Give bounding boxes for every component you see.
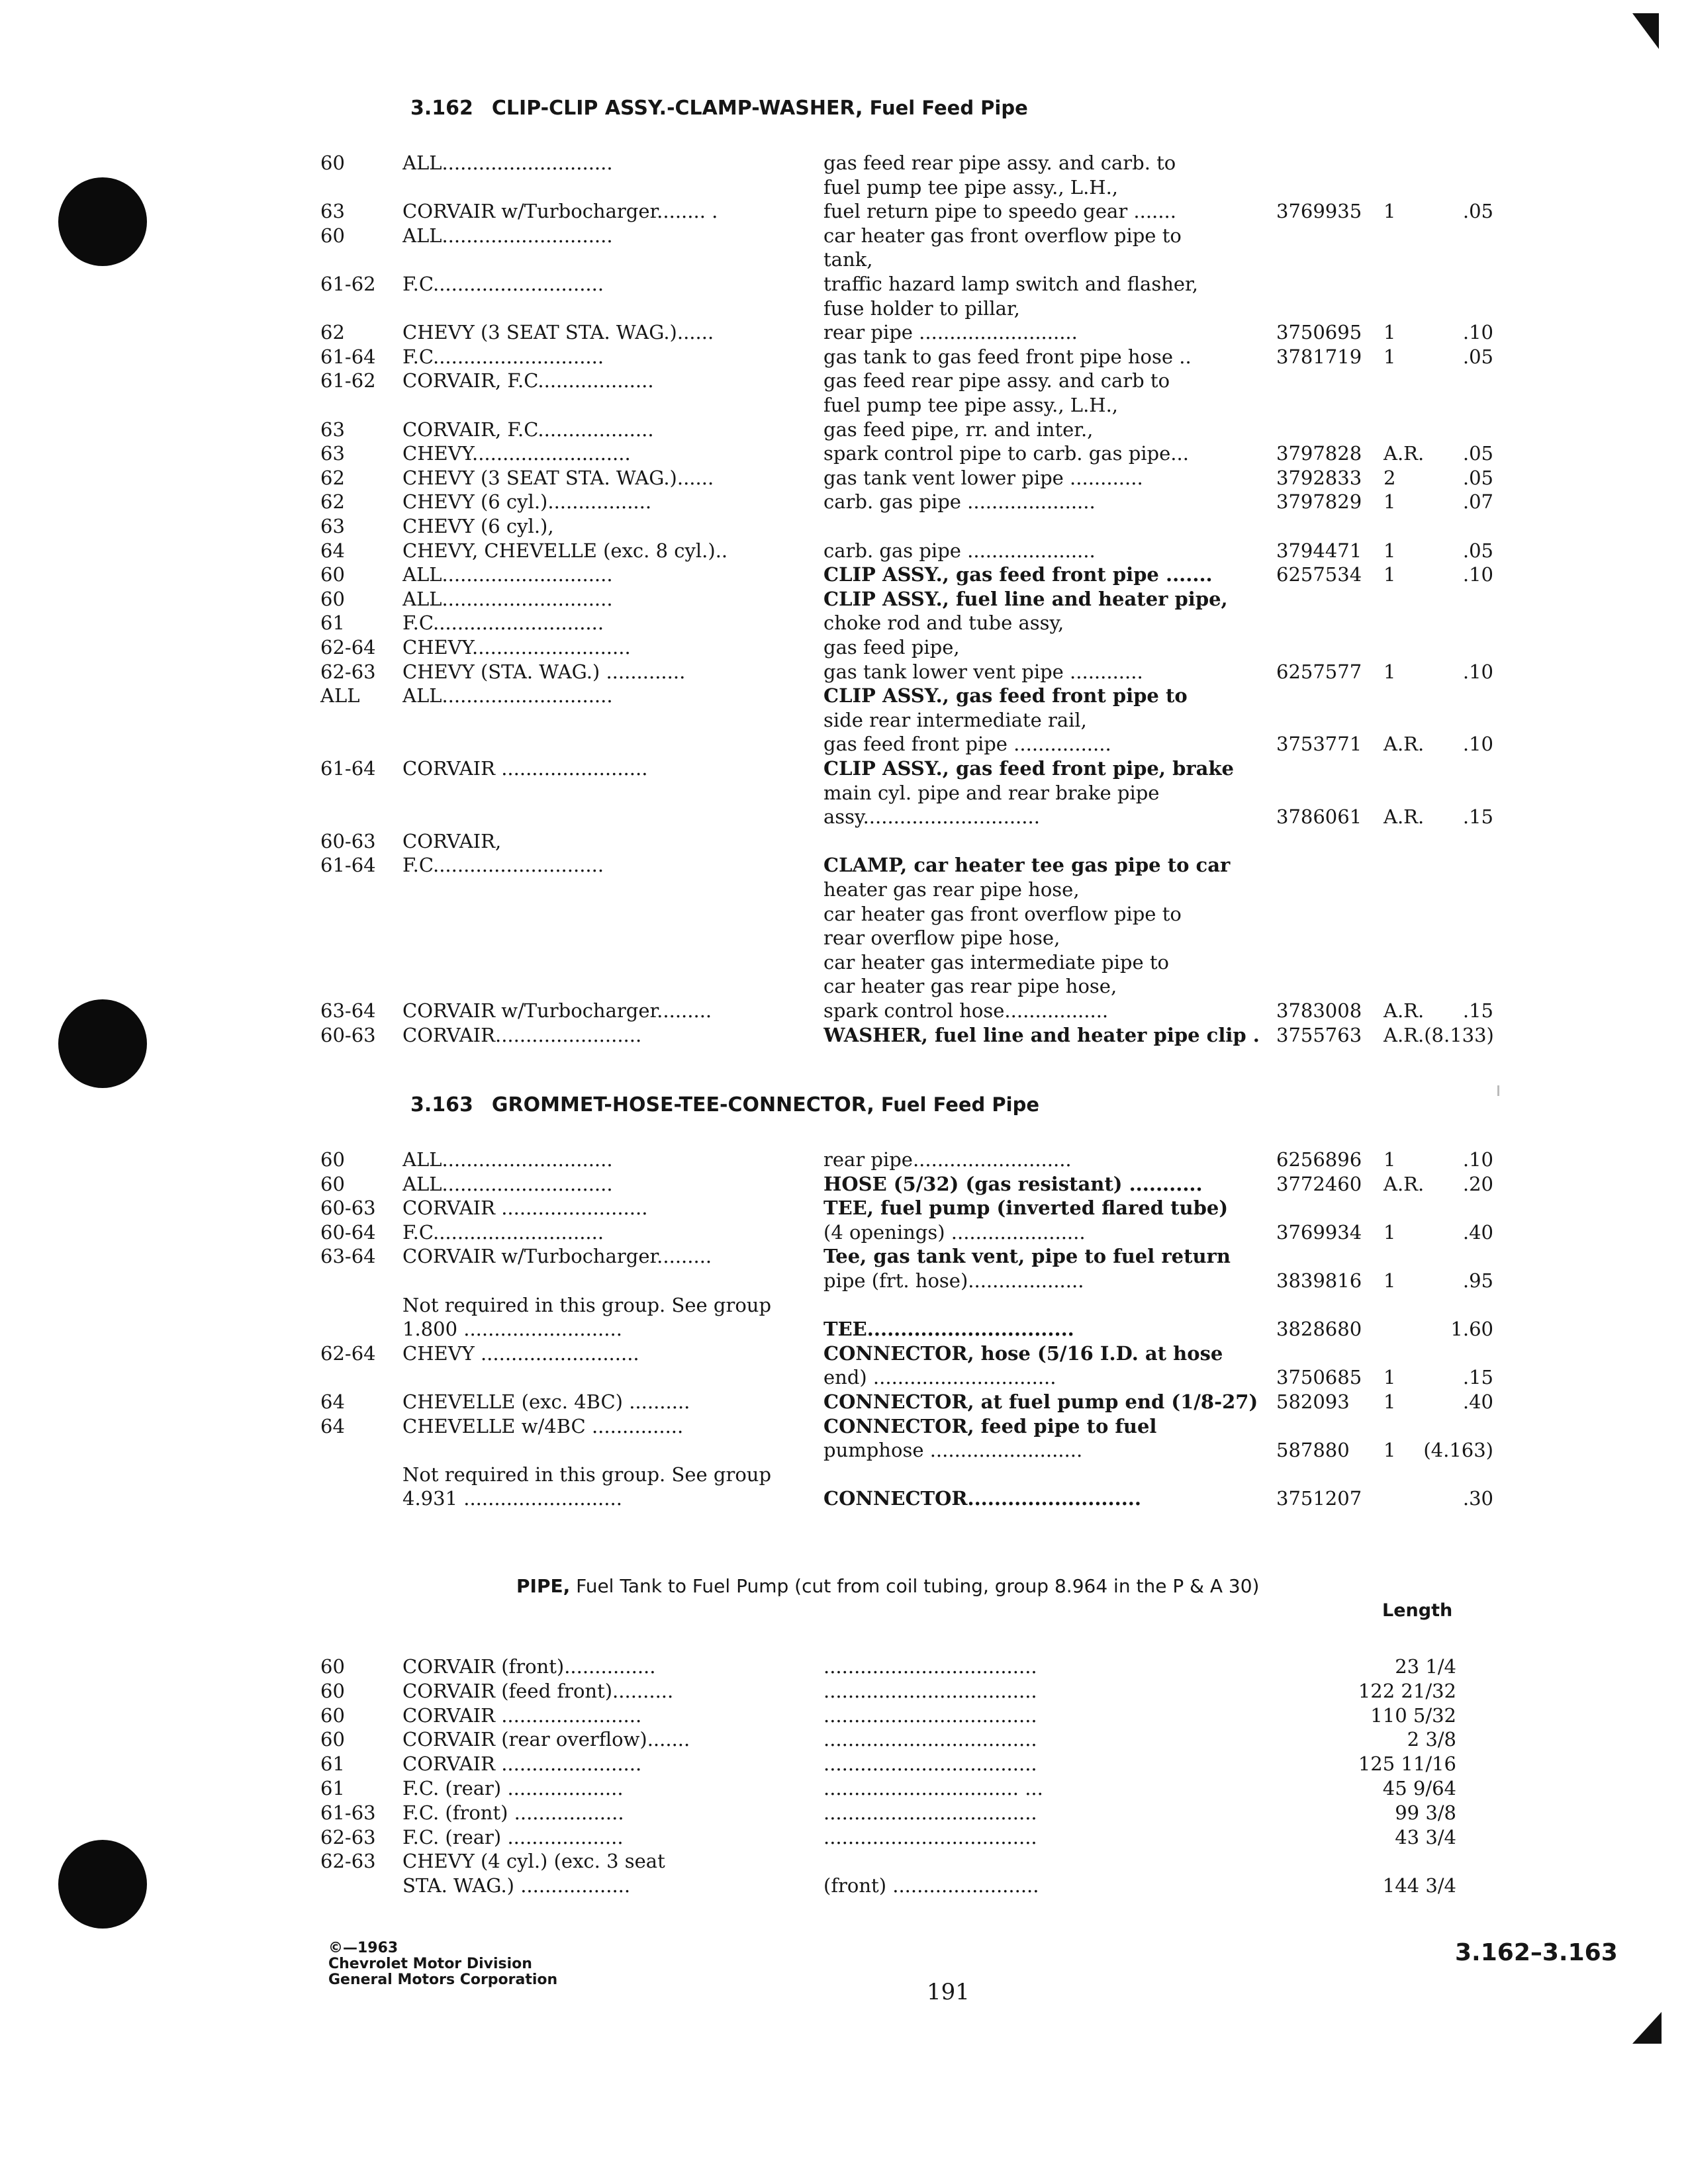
model-cell: ALL............................: [402, 224, 613, 247]
year-cell: 60: [320, 152, 345, 174]
description-cell: (front) ........................: [823, 1874, 1039, 1897]
description-cell: CLIP ASSY., gas feed front pipe .......: [823, 563, 1213, 586]
description-cell: car heater gas intermediate pipe to: [823, 950, 1169, 974]
description-cell: rear overflow pipe hose,: [823, 927, 1060, 950]
quantity-cell: 1: [1383, 490, 1396, 514]
model-cell: CORVAIR .......................: [402, 1704, 642, 1727]
model-cell: ALL............................: [402, 684, 613, 707]
description-cell: ................................ ...: [823, 1777, 1043, 1799]
labor-cell-value: .10: [1462, 321, 1493, 344]
table-row: [0, 369, 1688, 392]
model-cell: CORVAIR,: [402, 829, 502, 852]
description-cell: ...................................: [823, 1825, 1037, 1848]
description-cell: gas feed pipe, rr. and inter.,: [823, 418, 1094, 441]
table-row: [0, 418, 1688, 441]
year-cell: 62-64: [320, 636, 376, 659]
model-cell: CHEVY (3 SEAT STA. WAG.)......: [402, 466, 714, 489]
part-number-cell: 3797828: [1276, 442, 1362, 465]
year-cell: 62-63: [320, 1850, 376, 1873]
description-cell: fuse holder to pillar,: [823, 296, 1020, 320]
model-cell: F.C............................: [402, 612, 604, 635]
table-row: [0, 781, 1688, 805]
description-cell: choke rod and tube assy,: [823, 612, 1064, 635]
length-column-header: Length: [1382, 1600, 1453, 1621]
description-cell: fuel pump tee pipe assy., L.H.,: [823, 394, 1119, 416]
description-cell: CONNECTOR..........................: [823, 1487, 1141, 1510]
table-row: [0, 1172, 1688, 1196]
length-cell-value: 122 21/32: [1358, 1679, 1456, 1702]
table-row: [0, 1317, 1688, 1341]
table-row: [0, 611, 1688, 635]
description-cell: pipe (frt. hose)...................: [823, 1269, 1084, 1292]
year-cell: 60: [320, 1728, 345, 1751]
quantity-cell: 1: [1383, 200, 1396, 223]
description-cell: spark control pipe to carb. gas pipe...: [823, 442, 1189, 465]
model-cell: CHEVY (6 cyl.).................: [402, 490, 652, 514]
part-number-cell: 3781719: [1276, 345, 1362, 368]
quantity-cell: 1: [1383, 1390, 1396, 1413]
model-cell: CHEVY (4 cyl.) (exc. 3 seat: [402, 1850, 665, 1873]
year-cell: 63: [320, 418, 345, 441]
year-cell: 62: [320, 321, 345, 344]
table-row: [0, 1679, 1688, 1703]
model-cell: ALL............................: [402, 563, 613, 586]
table-row: [0, 1727, 1688, 1751]
model-cell: CORVAIR (front)...............: [402, 1655, 656, 1678]
year-cell: 62: [320, 466, 345, 489]
year-cell: 60: [320, 224, 345, 247]
year-cell: 61: [320, 612, 345, 635]
quantity-cell: A.R.: [1383, 1172, 1425, 1195]
labor-cell-value: .30: [1462, 1487, 1493, 1510]
description-cell: (4 openings) ......................: [823, 1220, 1086, 1244]
length-cell-value: 43 3/4: [1395, 1825, 1456, 1848]
model-cell: Not required in this group. See group: [402, 1463, 772, 1486]
year-cell: 60-63: [320, 829, 376, 852]
pipe-heading-rest: Fuel Tank to Fuel Pump (cut from coil tubing, group 8.964 in the P & A 30): [570, 1575, 1260, 1597]
labor-cell-value: .05: [1462, 345, 1493, 368]
year-cell: 61-64: [320, 345, 376, 368]
table-row: [0, 151, 1688, 175]
length-cell-value: 2 3/8: [1407, 1728, 1456, 1751]
quantity-cell: 1: [1383, 1439, 1396, 1462]
table-row: [0, 1293, 1688, 1317]
part-number-cell: 3755763: [1276, 1023, 1362, 1046]
description-cell: fuel pump tee pipe assy., L.H.,: [823, 175, 1119, 199]
quantity-cell: A.R.: [1383, 442, 1425, 465]
year-cell: 63-64: [320, 1245, 376, 1268]
table-row: [0, 1414, 1688, 1438]
model-cell: CORVAIR ........................: [402, 1197, 648, 1220]
table-row: [0, 1196, 1688, 1220]
model-cell: CHEVELLE (exc. 4BC) ..........: [402, 1390, 690, 1413]
model-cell: 1.800 ..........................: [402, 1318, 622, 1341]
model-cell: CHEVY..........................: [402, 636, 631, 659]
table-row: [0, 1704, 1688, 1727]
part-number-cell: 6256896: [1276, 1148, 1362, 1171]
quantity-cell: 1: [1383, 321, 1396, 344]
section-subtitle: Fuel Feed Pipe: [874, 1093, 1040, 1116]
corner-mark-bottom-right: [1632, 2012, 1662, 2044]
footer-credits: [328, 1940, 557, 1988]
description-cell: ...................................: [823, 1752, 1037, 1776]
description-cell: gas feed rear pipe assy. and carb to: [823, 369, 1170, 392]
table-row: [0, 441, 1688, 465]
description-cell: car heater gas front overflow pipe to: [823, 224, 1182, 247]
table-row: [0, 1776, 1688, 1800]
length-cell-value: 144 3/4: [1382, 1874, 1456, 1897]
length-cell-value: 99 3/8: [1395, 1801, 1456, 1824]
section-heading-3162: [410, 97, 1028, 120]
quantity-cell: 1: [1383, 345, 1396, 368]
description-cell: tank,: [823, 248, 873, 271]
model-cell: CORVAIR ........................: [402, 757, 648, 780]
description-cell: side rear intermediate rail,: [823, 708, 1087, 731]
description-cell: CONNECTOR, at fuel pump end (1/8-27): [823, 1390, 1258, 1413]
model-cell: Not required in this group. See group: [402, 1293, 772, 1316]
section-title: CLIP-CLIP ASSY.-CLAMP-WASHER,: [491, 97, 863, 120]
labor-cell-value: .15: [1462, 1366, 1493, 1389]
table-row: [0, 248, 1688, 271]
labor-cell-value: .40: [1462, 1220, 1493, 1244]
pipe-heading-bold: PIPE,: [516, 1575, 571, 1597]
description-cell: ...................................: [823, 1704, 1037, 1727]
table-row: [0, 1849, 1688, 1873]
pipe-heading: [516, 1575, 1259, 1597]
description-cell: WASHER, fuel line and heater pipe clip .: [823, 1023, 1260, 1046]
labor-cell-value: .10: [1462, 1148, 1493, 1171]
quantity-cell: 1: [1383, 563, 1396, 586]
description-cell: CLIP ASSY., gas feed front pipe to: [823, 684, 1188, 707]
description-cell: fuel return pipe to speedo gear .......: [823, 200, 1176, 223]
model-cell: CORVAIR w/Turbocharger.........: [402, 1245, 712, 1268]
section-subtitle: Fuel Feed Pipe: [863, 97, 1028, 119]
description-cell: main cyl. pipe and rear brake pipe: [823, 781, 1160, 804]
table-row: [0, 1269, 1688, 1293]
section-range: 3.162–3.163: [1455, 1939, 1618, 1966]
model-cell: F.C. (front) ..................: [402, 1801, 624, 1824]
description-cell: rear pipe..........................: [823, 1148, 1072, 1171]
year-cell: 61-62: [320, 273, 376, 295]
model-cell: F.C............................: [402, 1220, 604, 1244]
description-cell: Tee, gas tank vent, pipe to fuel return: [823, 1245, 1231, 1268]
year-cell: 60: [320, 1172, 345, 1195]
table-row: [0, 756, 1688, 780]
division-line: Chevrolet Motor Division: [328, 1956, 532, 1972]
part-number-cell: 3783008: [1276, 999, 1362, 1022]
labor-cell-value: .07: [1462, 490, 1493, 514]
model-cell: ALL............................: [402, 152, 613, 174]
table-row: [0, 1148, 1688, 1171]
table-row: [0, 514, 1688, 538]
model-cell: CHEVY..........................: [402, 442, 631, 465]
year-cell: 62: [320, 490, 345, 514]
model-cell: CORVAIR, F.C...................: [402, 369, 654, 392]
model-cell: CORVAIR........................: [402, 1023, 642, 1046]
part-number-cell: 3750695: [1276, 321, 1362, 344]
year-cell: 61-63: [320, 1801, 376, 1824]
description-cell: end) ..............................: [823, 1366, 1056, 1389]
model-cell: CHEVY, CHEVELLE (exc. 8 cyl.)..: [402, 539, 728, 562]
table-row: [0, 224, 1688, 248]
model-cell: CHEVY (3 SEAT STA. WAG.)......: [402, 321, 714, 344]
labor-cell-value: .10: [1462, 660, 1493, 683]
year-cell: 64: [320, 1414, 345, 1437]
description-cell: TEE...............................: [823, 1318, 1074, 1341]
table-row: [0, 1801, 1688, 1825]
table-row: [0, 199, 1688, 223]
table-row: [0, 950, 1688, 974]
year-cell: 61-64: [320, 757, 376, 780]
table-row: [0, 587, 1688, 611]
description-cell: CONNECTOR, hose (5/16 I.D. at hose: [823, 1342, 1223, 1365]
model-cell: CHEVY (STA. WAG.) .............: [402, 660, 686, 683]
table-row: [0, 732, 1688, 756]
description-cell: car heater gas rear pipe hose,: [823, 975, 1117, 998]
description-cell: heater gas rear pipe hose,: [823, 878, 1080, 901]
model-cell: 4.931 ..........................: [402, 1487, 622, 1510]
description-cell: TEE, fuel pump (inverted flared tube): [823, 1197, 1229, 1220]
table-row: [0, 635, 1688, 659]
model-cell: CHEVELLE w/4BC ...............: [402, 1414, 684, 1437]
description-cell: gas tank vent lower pipe ............: [823, 466, 1143, 489]
length-cell-value: 23 1/4: [1395, 1655, 1456, 1678]
year-cell: 62-64: [320, 1342, 376, 1365]
corner-mark-top-right: [1632, 13, 1659, 49]
year-cell: 62-63: [320, 1825, 376, 1848]
table-row: [0, 926, 1688, 950]
model-cell: CORVAIR, F.C...................: [402, 418, 654, 441]
description-cell: pumphose .........................: [823, 1439, 1083, 1462]
labor-cell-value: .40: [1462, 1390, 1493, 1413]
quantity-cell: 1: [1383, 1148, 1396, 1171]
table-row: [0, 345, 1688, 369]
table-row: [0, 853, 1688, 877]
labor-cell-value: .15: [1462, 999, 1493, 1022]
description-cell: gas feed front pipe ................: [823, 733, 1111, 756]
year-cell: 60: [320, 1655, 345, 1678]
table-row: [0, 708, 1688, 732]
length-cell-value: 110 5/32: [1370, 1704, 1456, 1727]
model-cell: CORVAIR .......................: [402, 1752, 642, 1776]
table-row: [0, 1874, 1688, 1897]
year-cell: ALL: [320, 684, 360, 707]
labor-cell-value: .05: [1462, 466, 1493, 489]
labor-cell-value: .05: [1462, 200, 1493, 223]
year-cell: 61: [320, 1752, 345, 1776]
quantity-cell: A.R.(8.133): [1383, 1023, 1494, 1046]
part-number-cell: 3769934: [1276, 1220, 1362, 1244]
year-cell: 63-64: [320, 999, 376, 1022]
labor-cell-value: .05: [1462, 442, 1493, 465]
table-row: [0, 974, 1688, 998]
table-row: [0, 902, 1688, 926]
part-number-cell: 3769935: [1276, 200, 1362, 223]
part-number-cell: 6257577: [1276, 660, 1362, 683]
description-cell: assy.............................: [823, 805, 1040, 829]
description-cell: ...................................: [823, 1679, 1037, 1702]
page-number: 191: [927, 1979, 970, 2005]
labor-cell-value: 1.60: [1450, 1318, 1493, 1341]
description-cell: ...................................: [823, 1728, 1037, 1751]
table-row: [0, 684, 1688, 707]
year-cell: 60-63: [320, 1197, 376, 1220]
description-cell: HOSE (5/32) (gas resistant) ...........: [823, 1172, 1203, 1195]
table-row: [0, 1752, 1688, 1776]
year-cell: 60: [320, 587, 345, 610]
table-row: [0, 1463, 1688, 1486]
table-row: [0, 175, 1688, 199]
description-cell: ...................................: [823, 1801, 1037, 1824]
year-cell: 61: [320, 1777, 345, 1799]
section-heading-3163: [410, 1093, 1039, 1116]
part-number-cell: 3792833: [1276, 466, 1362, 489]
year-cell: 61-64: [320, 854, 376, 877]
labor-cell-value: .10: [1462, 563, 1493, 586]
part-number-cell: 3786061: [1276, 805, 1362, 829]
year-cell: 60: [320, 1148, 345, 1171]
part-number-cell: 6257534: [1276, 563, 1362, 586]
part-number-cell: 3753771: [1276, 733, 1362, 756]
table-row: [0, 320, 1688, 344]
model-cell: CORVAIR (feed front)..........: [402, 1679, 674, 1702]
part-number-cell: 587880: [1276, 1439, 1350, 1462]
year-cell: 62-63: [320, 660, 376, 683]
labor-cell-value: .10: [1462, 733, 1493, 756]
year-cell: 60: [320, 563, 345, 586]
labor-cell-value: .20: [1462, 1172, 1493, 1195]
table-row: [0, 466, 1688, 490]
quantity-cell: 1: [1383, 1366, 1396, 1389]
description-cell: gas tank to gas feed front pipe hose ..: [823, 345, 1192, 368]
quantity-cell: 1: [1383, 660, 1396, 683]
year-cell: 64: [320, 1390, 345, 1413]
scan-mark: [1497, 1085, 1499, 1096]
labor-cell-value: (4.163): [1423, 1439, 1493, 1462]
corporation-line: General Motors Corporation: [328, 1972, 558, 1988]
table-row: [0, 1244, 1688, 1268]
model-cell: F.C. (rear) ...................: [402, 1825, 624, 1848]
quantity-cell: A.R.: [1383, 999, 1425, 1022]
part-number-cell: 3797829: [1276, 490, 1362, 514]
part-number-cell: 3751207: [1276, 1487, 1362, 1510]
year-cell: 61-62: [320, 369, 376, 392]
year-cell: 63: [320, 442, 345, 465]
table-row: [0, 1390, 1688, 1414]
description-cell: rear pipe ..........................: [823, 321, 1078, 344]
model-cell: CORVAIR w/Turbocharger.........: [402, 999, 712, 1022]
table-row: [0, 805, 1688, 829]
table-row: [0, 1342, 1688, 1365]
table-row: [0, 660, 1688, 684]
copyright-line: ©—1963: [328, 1940, 399, 1956]
model-cell: CHEVY (6 cyl.),: [402, 515, 554, 537]
quantity-cell: A.R.: [1383, 733, 1425, 756]
quantity-cell: A.R.: [1383, 805, 1425, 829]
year-cell: 60: [320, 1679, 345, 1702]
description-cell: carb. gas pipe .....................: [823, 539, 1096, 562]
model-cell: F.C............................: [402, 273, 604, 295]
part-number-cell: 3794471: [1276, 539, 1362, 562]
model-cell: ALL............................: [402, 1172, 613, 1195]
section-title: GROMMET-HOSE-TEE-CONNECTOR,: [491, 1093, 874, 1116]
part-number-cell: 3828680: [1276, 1318, 1362, 1341]
description-cell: carb. gas pipe .....................: [823, 490, 1096, 514]
table-row: [0, 878, 1688, 901]
labor-cell-value: .15: [1462, 805, 1493, 829]
labor-cell-value: .05: [1462, 539, 1493, 562]
section-number: 3.163: [410, 1093, 473, 1116]
description-cell: gas feed pipe,: [823, 636, 960, 659]
part-number-cell: 3772460: [1276, 1172, 1362, 1195]
table-row: [0, 999, 1688, 1023]
model-cell: F.C. (rear) ...................: [402, 1777, 624, 1799]
table-row: [0, 1655, 1688, 1678]
table-row: [0, 563, 1688, 586]
year-cell: 63: [320, 515, 345, 537]
table-row: [0, 1486, 1688, 1510]
model-cell: CORVAIR (rear overflow).......: [402, 1728, 690, 1751]
model-cell: CORVAIR w/Turbocharger........ .: [402, 200, 718, 223]
model-cell: CHEVY ..........................: [402, 1342, 639, 1365]
table-row: [0, 1825, 1688, 1849]
table-row: [0, 1023, 1688, 1047]
part-number-cell: 3750685: [1276, 1366, 1362, 1389]
quantity-cell: 1: [1383, 1269, 1396, 1292]
description-cell: ...................................: [823, 1655, 1037, 1678]
part-number-cell: 582093: [1276, 1390, 1350, 1413]
section-number: 3.162: [410, 97, 473, 120]
quantity-cell: 2: [1383, 466, 1396, 489]
table-row: [0, 296, 1688, 320]
length-cell-value: 45 9/64: [1382, 1777, 1456, 1799]
table-row: [0, 393, 1688, 417]
labor-cell-value: .95: [1462, 1269, 1493, 1292]
quantity-cell: 1: [1383, 1220, 1396, 1244]
quantity-cell: 1: [1383, 539, 1396, 562]
table-row: [0, 1220, 1688, 1244]
description-cell: CLIP ASSY., gas feed front pipe, brake: [823, 757, 1234, 780]
table-row: [0, 272, 1688, 296]
model-cell: ALL............................: [402, 587, 613, 610]
year-cell: 60-64: [320, 1220, 376, 1244]
year-cell: 60-63: [320, 1023, 376, 1046]
model-cell: F.C............................: [402, 854, 604, 877]
table-row: [0, 490, 1688, 514]
model-cell: F.C............................: [402, 345, 604, 368]
description-cell: car heater gas front overflow pipe to: [823, 902, 1182, 925]
description-cell: spark control hose.................: [823, 999, 1109, 1022]
description-cell: CONNECTOR, feed pipe to fuel: [823, 1414, 1157, 1437]
description-cell: gas tank lower vent pipe ............: [823, 660, 1143, 683]
description-cell: CLIP ASSY., fuel line and heater pipe,: [823, 587, 1228, 610]
model-cell: ALL............................: [402, 1148, 613, 1171]
table-row: [0, 1365, 1688, 1389]
description-cell: traffic hazard lamp switch and flasher,: [823, 273, 1198, 295]
table-row: [0, 829, 1688, 853]
table-row: [0, 1438, 1688, 1462]
year-cell: 60: [320, 1704, 345, 1727]
length-cell-value: 125 11/16: [1358, 1752, 1456, 1776]
table-row: [0, 539, 1688, 563]
description-cell: CLAMP, car heater tee gas pipe to car: [823, 854, 1231, 877]
model-cell: STA. WAG.) ..................: [402, 1874, 631, 1897]
year-cell: 64: [320, 539, 345, 562]
year-cell: 63: [320, 200, 345, 223]
part-number-cell: 3839816: [1276, 1269, 1362, 1292]
description-cell: gas feed rear pipe assy. and carb. to: [823, 152, 1176, 174]
